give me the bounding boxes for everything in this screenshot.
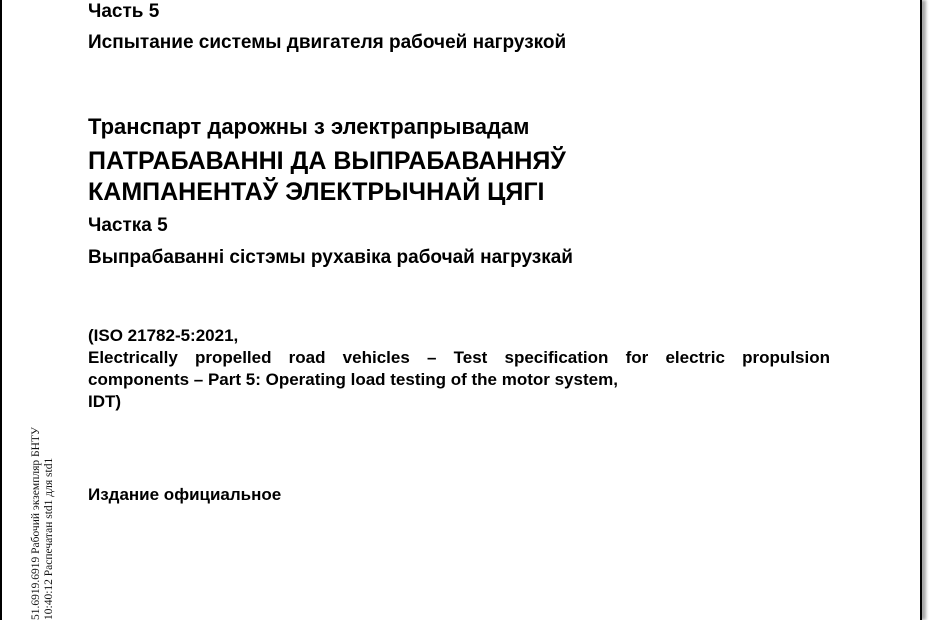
by-general-title: Транспарт дарожны з электрапрывадам — [88, 114, 530, 139]
by-main-title-line2: КАМПАНЕНТАЎ ЭЛЕКТРЫЧНАЙ ЦЯГІ — [88, 178, 545, 206]
by-part-number: Частка 5 — [88, 215, 168, 236]
by-part-title: Выпрабаванні сістэмы рухавіка рабочай нагрузкай — [88, 247, 573, 268]
iso-reference-line2: Electrically propelled road vehicles – Test specification for electric propulsion — [88, 348, 830, 367]
iso-reference-line3: components – Part 5: Operating load testing of the motor system, — [88, 370, 618, 389]
ru-part-title: Испытание системы двигателя рабочей нагрузкой — [88, 32, 567, 53]
ru-part-number: Часть 5 — [88, 1, 160, 22]
by-main-title — [88, 146, 788, 208]
by-main-title-line1: ПАТРАБАВАННІ ДА ВЫПРАБАВАННЯЎ — [88, 147, 566, 175]
edition-label: Издание официальное — [88, 485, 282, 504]
iso-reference — [88, 325, 830, 413]
iso-reference-line1: (ISO 21782-5:2021, — [88, 326, 239, 345]
margin-print-stamp — [30, 427, 56, 620]
margin-stamp-line1: 51.6919.6919 Рабочий экземпляр БНТУ — [30, 426, 42, 620]
margin-stamp-line2: 10:40:12 Распечатан std1 для std1 — [43, 457, 55, 620]
iso-reference-line4: IDT) — [88, 392, 122, 411]
